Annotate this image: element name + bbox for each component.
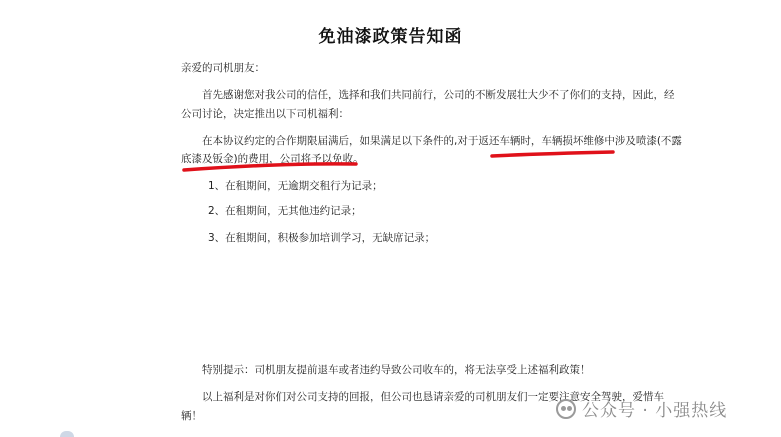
intro-line-1: 首先感谢您对我公司的信任，选择和我们共同前行，公司的不断发展壮大少不了你们的支持，因此，经 <box>202 89 675 101</box>
watermark <box>556 396 727 421</box>
corner-badge-icon <box>60 431 74 437</box>
policy-line-2: 底漆及钣金)的费用，公司将予以免收。 <box>181 153 364 165</box>
document-title: 免油漆政策告知函 <box>318 27 463 47</box>
closing-line-1: 以上福利是对你们对公司支持的回报，但公司也恳请亲爱的司机朋友们一定要注意安全驾驶，爱惜车 <box>202 391 664 403</box>
special-note: 特别提示：司机朋友提前退车或者违约导致公司收车的，将无法享受上述福利政策！ <box>202 364 591 376</box>
greeting: 亲爱的司机朋友： <box>181 62 265 74</box>
condition-item: 3、在租期间，积极参加培训学习，无缺席记录； <box>208 232 436 244</box>
underline-stroke-top <box>492 152 613 156</box>
condition-item: 2、在租期间，无其他违约记录； <box>208 205 362 217</box>
condition-item: 1、在租期间，无逾期交租行为记录； <box>208 180 383 192</box>
closing-line-2: 辆！ <box>181 410 202 422</box>
wechat-icon <box>556 399 576 419</box>
policy-line-1: 在本协议约定的合作期限届满后，如果满足以下条件的,对于返还车辆时，车辆损坏维修中涉及喷漆(不露 <box>202 135 682 147</box>
watermark-text: 公众号 · 小强热线 <box>582 401 728 421</box>
intro-line-2: 公司讨论，决定推出以下司机福利： <box>181 108 349 120</box>
